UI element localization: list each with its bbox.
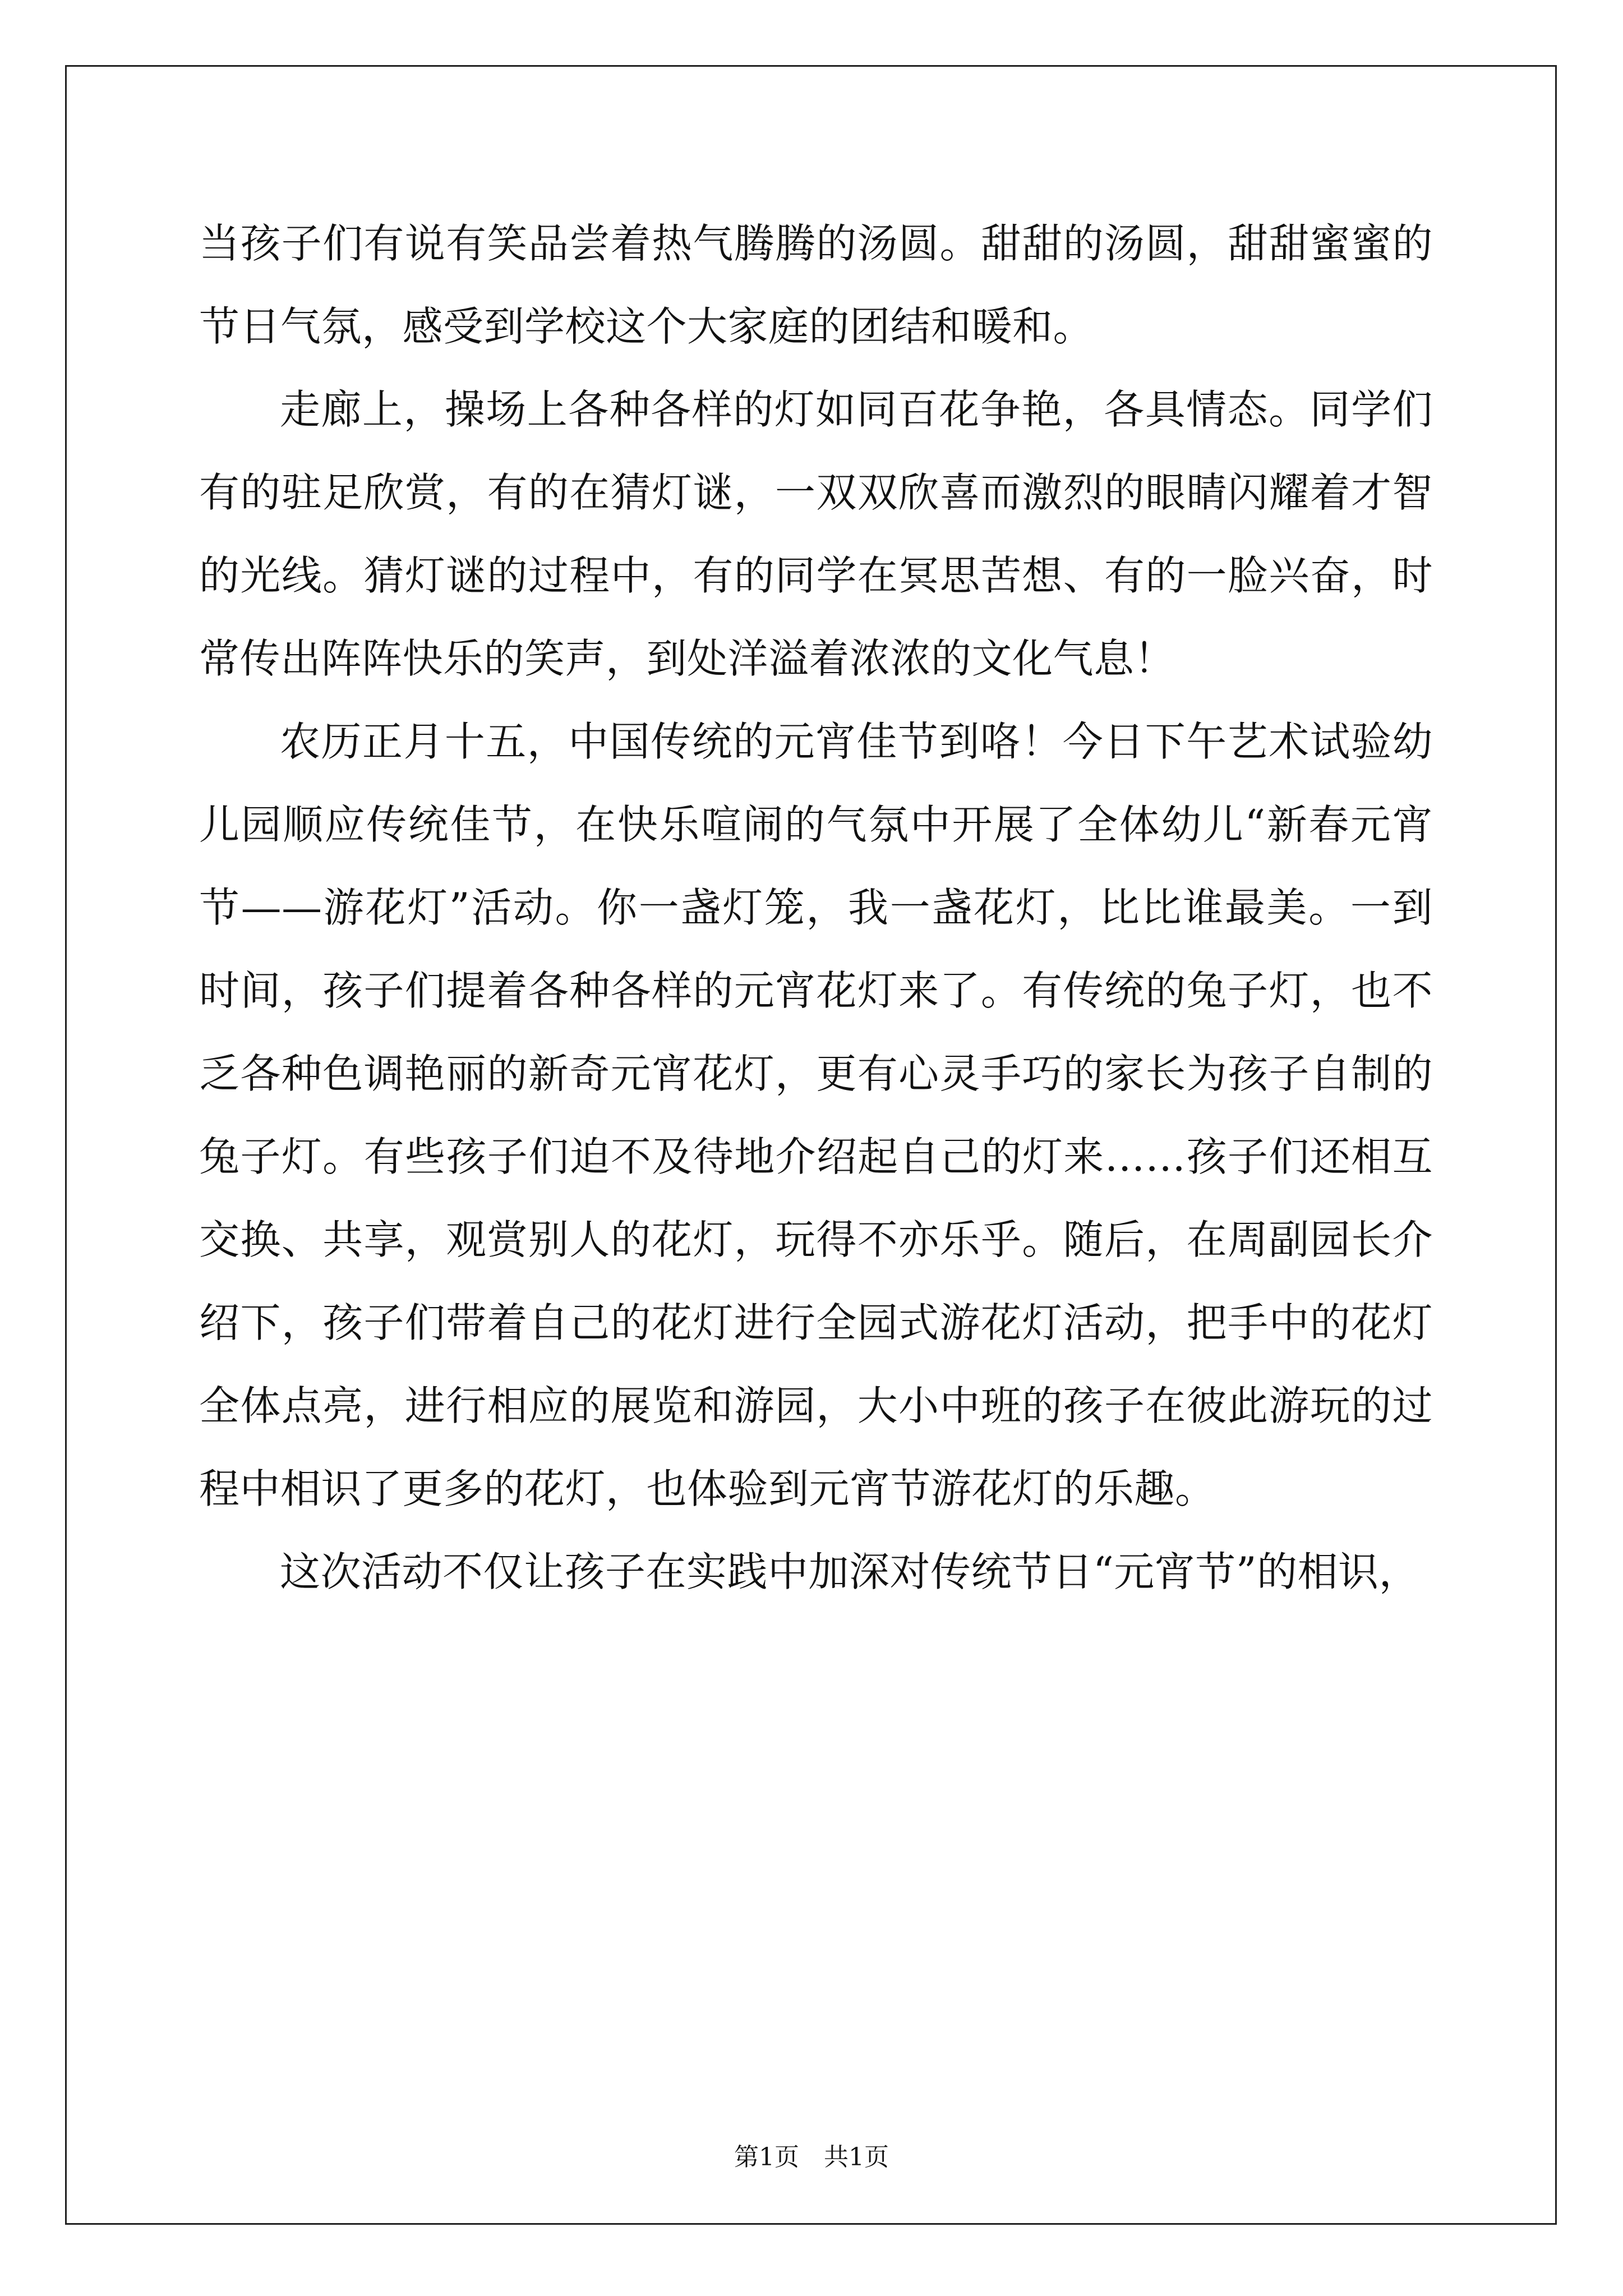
page-number-total: 共1页 (824, 2143, 889, 2171)
paragraph-3: 农历正月十五，中国传统的元宵佳节到咯！今日下午艺术试验幼儿园顺应传统佳节，在快乐喧闹的气氛中开展了全体幼儿“新春元宵节——游花灯”活动。你一盏灯笼，我一盏花灯，比比谁最美。一到时间，孩子们提着各种各样的元宵花灯来了。有传统的兔子灯，也不乏各种色调艳丽的新奇元宵花灯，更有心灵手巧的家长为孩子自制的兔子灯。有些孩子们迫不及待地介绍起自己的灯来……孩子们还相互交换、共享，观赏别人的花灯，玩得不亦乐乎。随后，在周副园长介绍下，孩子们带着自己的花灯进行全园式游花灯活动，把手中的花灯全体点亮，进行相应的展览和游园，大小中班的孩子在彼此游玩的过程中相识了更多的花灯，也体验到元宵节游花灯的乐趣。 (199, 718, 1433, 1512)
page-number-current: 第1页 (734, 2143, 799, 2171)
document-body (199, 202, 1433, 1613)
page-footer (0, 2142, 1623, 2173)
paragraph-4: 这次活动不仅让孩子在实践中加深对传统节日“元宵节”的相识， (280, 1548, 1420, 1595)
paragraph-2: 走廊上，操场上各种各样的灯如同百花争艳，各具情态。同学们有的驻足欣赏，有的在猜灯谜，一双双欣喜而激烈的眼睛闪耀着才智的光线。猜灯谜的过程中，有的同学在冥思苦想、有的一脸兴奋，时常传出阵阵快乐的笑声，到处洋溢着浓浓的文化气息！ (199, 386, 1433, 682)
paragraph-1: 当孩子们有说有笑品尝着热气腾腾的汤圆。甜甜的汤圆，甜甜蜜蜜的节日气氛，感受到学校这个大家庭的团结和暖和。 (199, 220, 1433, 350)
